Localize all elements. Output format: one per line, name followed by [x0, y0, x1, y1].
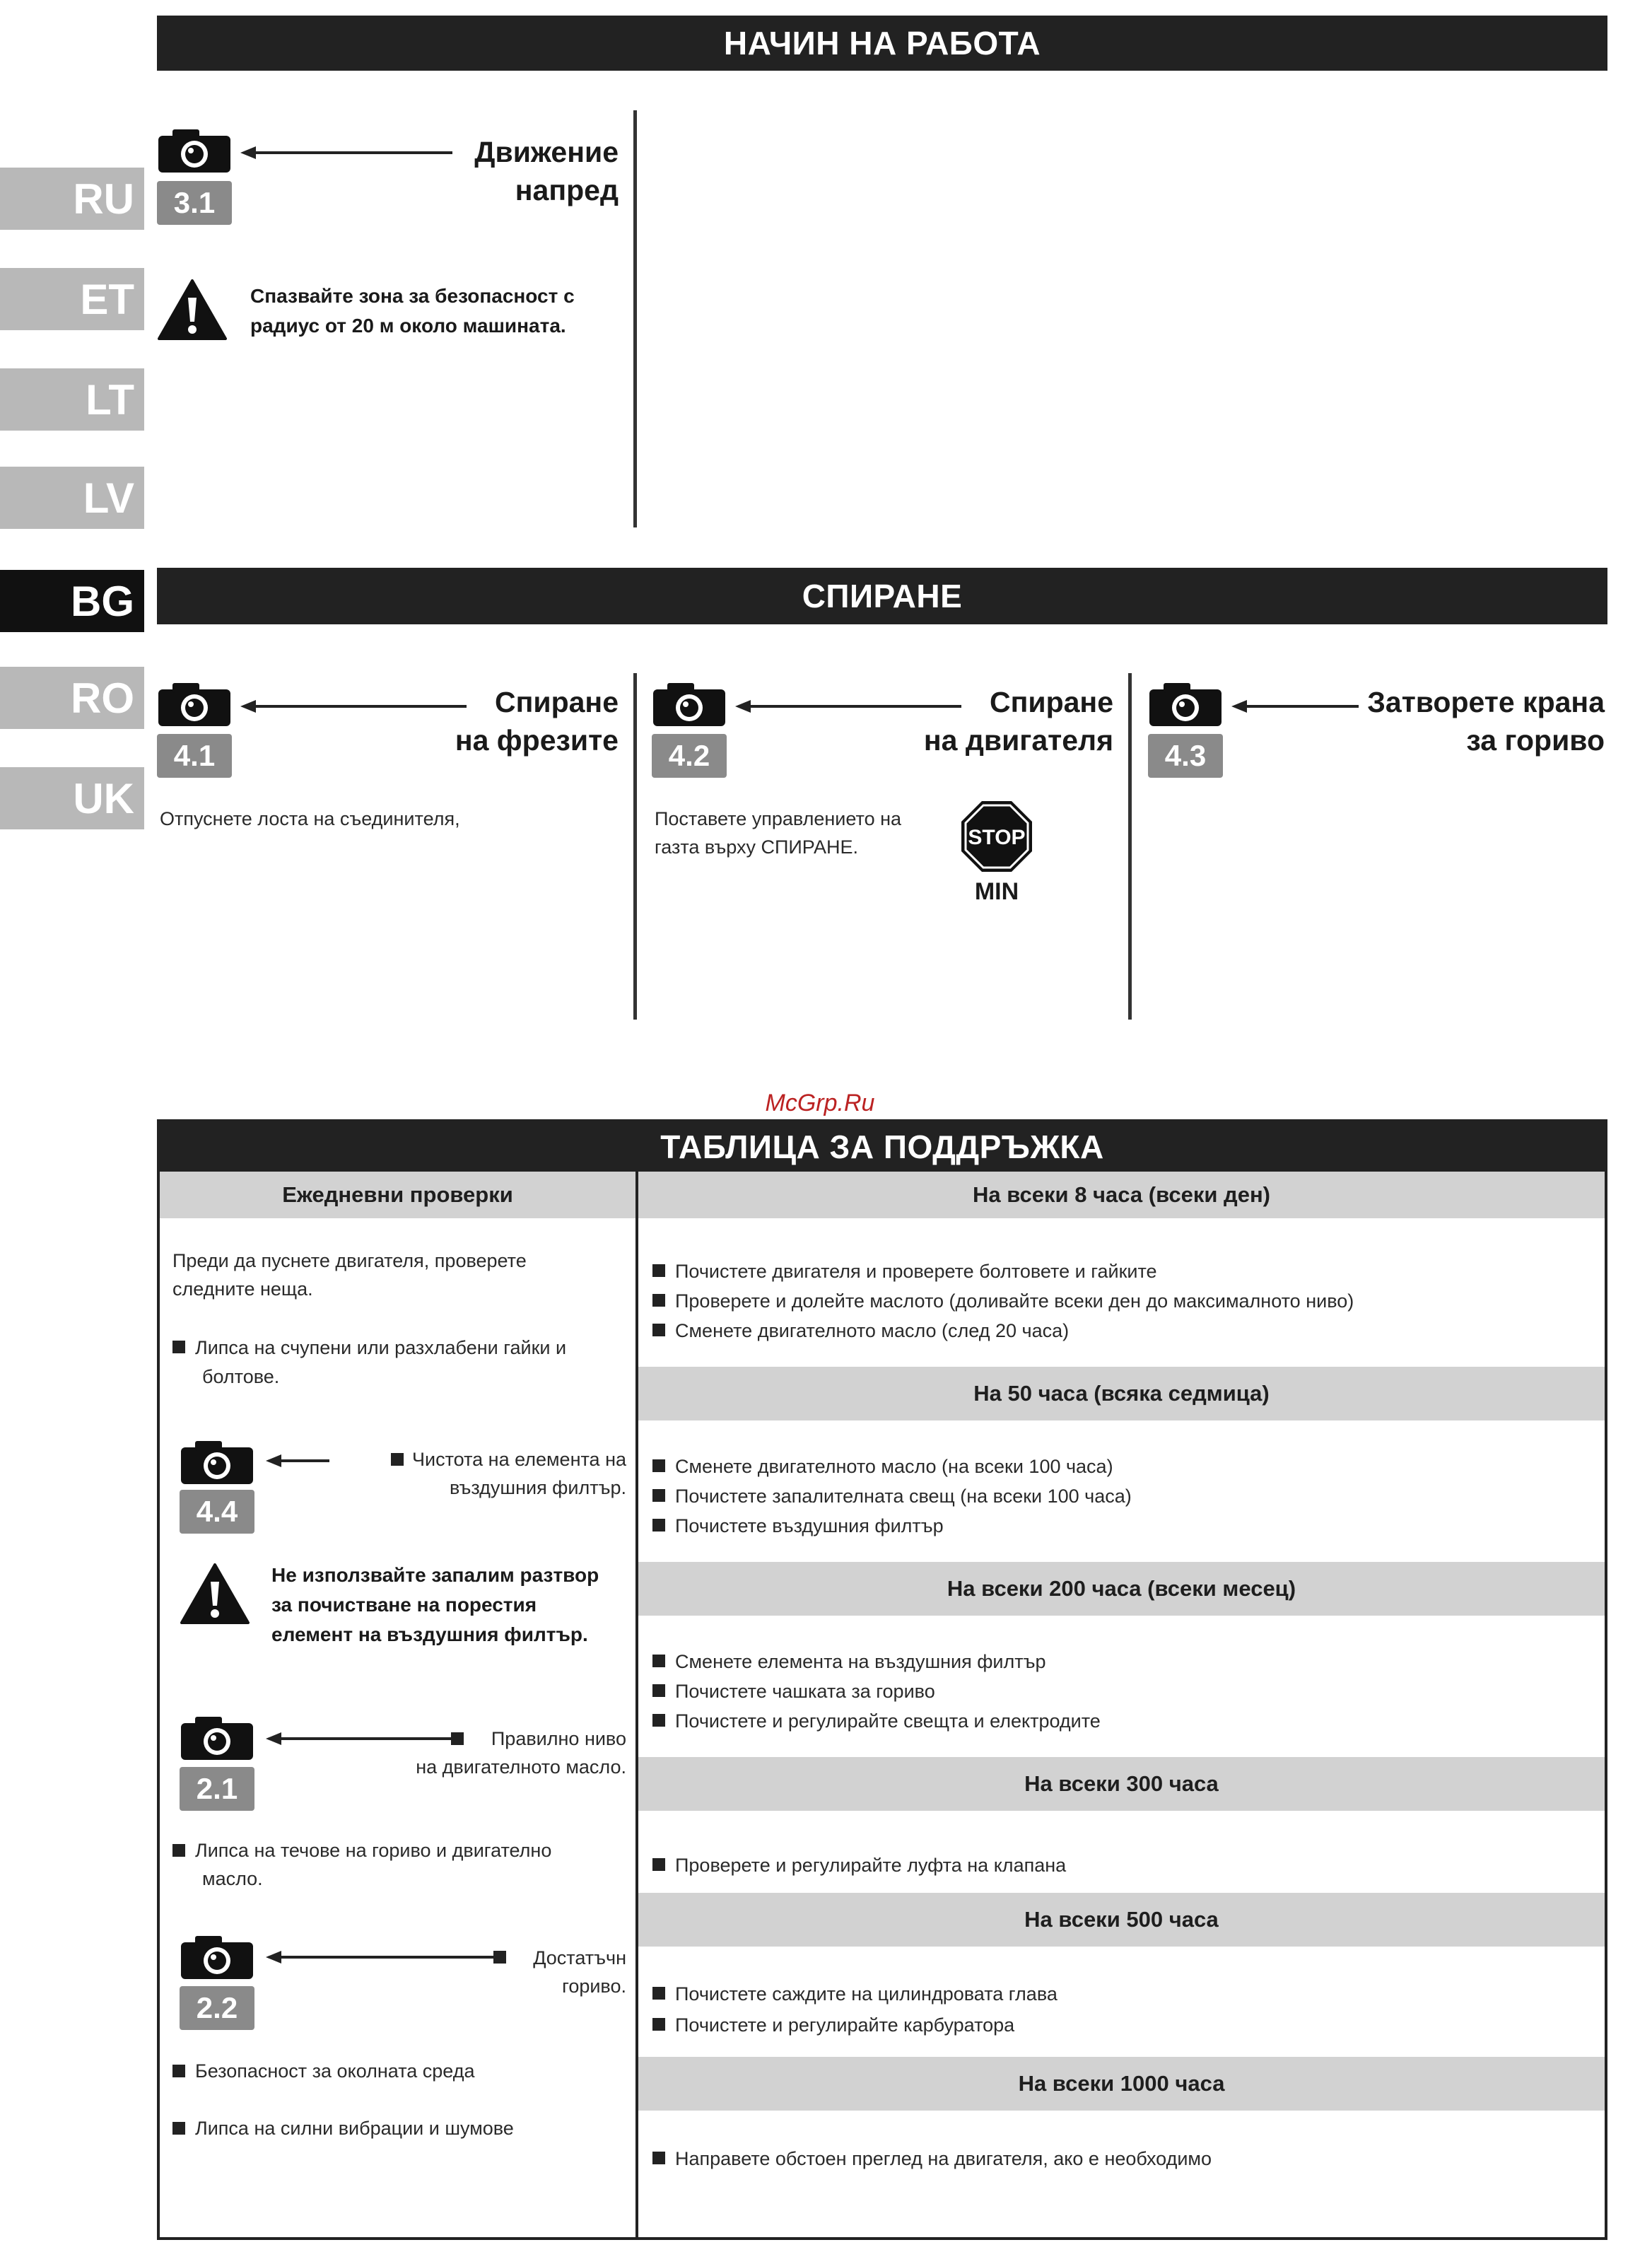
oil-level-check-line1: Правилно ниво — [491, 1728, 626, 1749]
fuel-check-line2: гориво. — [562, 1976, 626, 1997]
arrow-line — [254, 151, 452, 154]
camera-icon — [180, 1715, 254, 1761]
daily-check-leaks — [172, 1836, 625, 1893]
interval-item-text: Почистете въздушния филтър — [675, 1515, 944, 1536]
interval-item — [652, 2010, 1014, 2040]
interval-item-text: Почистете и регулирайте карбуратора — [675, 2014, 1015, 2036]
fuel-check-line1: Достатъчн — [533, 1947, 626, 1968]
step-badge: 4.3 — [1148, 734, 1223, 778]
warning-icon — [180, 1562, 250, 1626]
interval-item-text: Почистете запалителната свещ (на всеки 100 часа) — [675, 1486, 1132, 1507]
lang-tab-uk[interactable]: UK — [0, 767, 144, 829]
lang-tab-bg[interactable]: BG — [0, 570, 144, 632]
interval-header-8h: На всеки 8 часа (всеки ден) — [638, 1172, 1605, 1218]
arrow-line — [280, 1459, 329, 1462]
step-title-line1: Движение — [474, 136, 619, 168]
step-title-line2: напред — [515, 174, 619, 206]
daily-checks-header: Ежедневни проверки — [160, 1172, 635, 1218]
section-title-stopping: СПИРАНЕ — [157, 568, 1607, 624]
fuel-check — [492, 1944, 626, 2000]
interval-item — [652, 1481, 1132, 1511]
step-title-line2: на двигателя — [923, 724, 1113, 757]
arrow-left-icon — [266, 1454, 281, 1467]
interval-header-50h: На 50 часа (всяка седмица) — [638, 1367, 1605, 1420]
warning-icon — [157, 278, 228, 342]
camera-icon — [157, 681, 232, 728]
air-filter-warning-line2: за почистване на порестия — [271, 1594, 537, 1616]
interval-item — [652, 1647, 1046, 1676]
interval-item-text: Сменете елемента на въздушния филтър — [675, 1651, 1046, 1672]
daily-check-environment — [172, 2057, 625, 2085]
interval-item-text: Проверете и долейте маслото (доливайте всеки ден до максималното ниво) — [675, 1290, 1354, 1312]
interval-item — [652, 1511, 944, 1541]
interval-item-text: Почистете чашката за гориво — [675, 1681, 935, 1702]
table-title: ТАБЛИЦА ЗА ПОДДРЪЖКА — [160, 1122, 1605, 1172]
interval-item-text: Почистете двигателя и проверете болтовете и гайките — [675, 1261, 1157, 1282]
camera-icon — [157, 127, 232, 174]
step-title-line2: на фрезите — [455, 724, 619, 757]
column-divider — [1128, 673, 1132, 1020]
safety-warning-text — [250, 281, 618, 341]
arrow-left-icon — [240, 700, 256, 713]
interval-item — [652, 2144, 1212, 2174]
step-title-line1: Спиране — [495, 686, 619, 718]
camera-icon — [180, 1934, 254, 1980]
step-title-line1: Спиране — [990, 686, 1113, 718]
interval-header-1000h: На всеки 1000 часа — [638, 2057, 1605, 2111]
air-filter-warning-line3: елемент на въздушния филтър. — [271, 1623, 588, 1645]
lang-tab-lv[interactable]: LV — [0, 467, 144, 529]
arrow-line — [1246, 705, 1359, 708]
lang-tab-lt[interactable]: LT — [0, 368, 144, 431]
daily-check-bolts — [172, 1333, 625, 1391]
arrow-line — [280, 1956, 496, 1959]
daily-intro — [172, 1247, 625, 1303]
air-filter-check — [351, 1445, 626, 1502]
interval-item — [652, 1850, 1066, 1880]
step-text-line2: газта върху СПИРАНЕ. — [655, 836, 858, 858]
daily-check-vibration — [172, 2114, 625, 2142]
interval-item — [652, 1676, 935, 1706]
interval-item-text: Проверете и регулирайте луфта на клапана — [675, 1855, 1067, 1876]
watermark: McGrp.Ru — [765, 1090, 875, 1116]
interval-item — [652, 1979, 1058, 2009]
stop-sign-icon — [960, 800, 1033, 873]
interval-header-200h: На всеки 200 часа (всеки месец) — [638, 1562, 1605, 1616]
arrow-left-icon — [266, 1732, 281, 1745]
air-filter-check-line1: Чистота на елемента на — [412, 1449, 626, 1470]
safety-warning-line1: Спазвайте зона за безопасност с — [250, 285, 575, 307]
step-title — [424, 683, 619, 759]
interval-item-text: Почистете саждите на цилиндровата глава — [675, 1983, 1058, 2005]
air-filter-warning — [271, 1560, 625, 1650]
interval-item-text: Сменете двигателното масло (след 20 часа) — [675, 1320, 1070, 1341]
step-title-line2: за гориво — [1466, 724, 1605, 757]
maintenance-table — [157, 1119, 1607, 2240]
interval-item-text: Почистете и регулирайте свещта и електродите — [675, 1710, 1101, 1732]
step-text-line1: Поставете управлението на — [655, 808, 902, 829]
daily-intro-line2: следните неща. — [172, 1278, 313, 1300]
daily-check-leaks-line1: Липса на течове на гориво и двигателно — [195, 1840, 552, 1861]
lang-tab-ro[interactable]: RO — [0, 667, 144, 729]
daily-check-leaks-line2: масло. — [202, 1868, 263, 1889]
step-text: Отпуснете лоста на съединителя, — [160, 808, 460, 829]
interval-item — [652, 1706, 1101, 1736]
interval-item-text: Сменете двигателното масло (на всеки 100 часа) — [675, 1456, 1113, 1477]
daily-intro-line1: Преди да пуснете двигателя, проверете — [172, 1250, 527, 1271]
interval-item — [652, 1452, 1113, 1481]
step-badge: 2.1 — [180, 1767, 254, 1811]
step-badge: 2.2 — [180, 1986, 254, 2030]
safety-warning-line2: радиус от 20 м около машината. — [250, 315, 566, 337]
camera-icon — [180, 1439, 254, 1486]
step-badge: 3.1 — [157, 181, 232, 225]
column-divider — [633, 673, 637, 1020]
arrow-left-icon — [735, 700, 751, 713]
arrow-left-icon — [1231, 700, 1247, 713]
stop-sign-label: STOP — [968, 826, 1026, 849]
air-filter-warning-line1: Не използвайте запалим разтвор — [271, 1564, 599, 1586]
oil-level-check-line2: на двигателното масло. — [416, 1756, 626, 1778]
daily-check-bolts-line2: болтове. — [202, 1366, 280, 1387]
oil-level-check — [393, 1725, 626, 1781]
lang-tab-ru[interactable]: RU — [0, 168, 144, 230]
interval-item — [652, 1256, 1157, 1286]
camera-icon — [1148, 681, 1223, 728]
interval-item-text: Направете обстоен преглед на двигателя, ако е необходимо — [675, 2148, 1212, 2169]
step-badge: 4.1 — [157, 734, 232, 778]
column-divider — [633, 110, 637, 527]
step-badge: 4.4 — [180, 1490, 254, 1534]
daily-check-bolts-line1: Липса на счупени или разхлабени гайки и — [195, 1337, 567, 1358]
step-title — [1343, 683, 1605, 759]
daily-check-environment-text: Безопасност за околната среда — [195, 2060, 475, 2082]
step-title — [869, 683, 1113, 759]
camera-icon — [652, 681, 727, 728]
step-text — [655, 805, 951, 861]
step-badge: 4.2 — [652, 734, 727, 778]
interval-item — [652, 1316, 1069, 1346]
arrow-left-icon — [240, 146, 256, 159]
interval-header-500h: На всеки 500 часа — [638, 1893, 1605, 1947]
lang-tab-et[interactable]: ET — [0, 268, 144, 330]
arrow-left-icon — [266, 1951, 281, 1964]
step-title — [424, 133, 619, 209]
step-title-line1: Затворете крана — [1367, 686, 1605, 718]
daily-check-vibration-text: Липса на силни вибрации и шумове — [195, 2118, 514, 2139]
interval-item — [652, 1286, 1354, 1316]
section-title-operation: НАЧИН НА РАБОТА — [157, 16, 1607, 71]
air-filter-check-line2: въздушния филтър. — [450, 1477, 626, 1498]
min-label: MIN — [974, 878, 1019, 905]
interval-header-300h: На всеки 300 часа — [638, 1757, 1605, 1811]
